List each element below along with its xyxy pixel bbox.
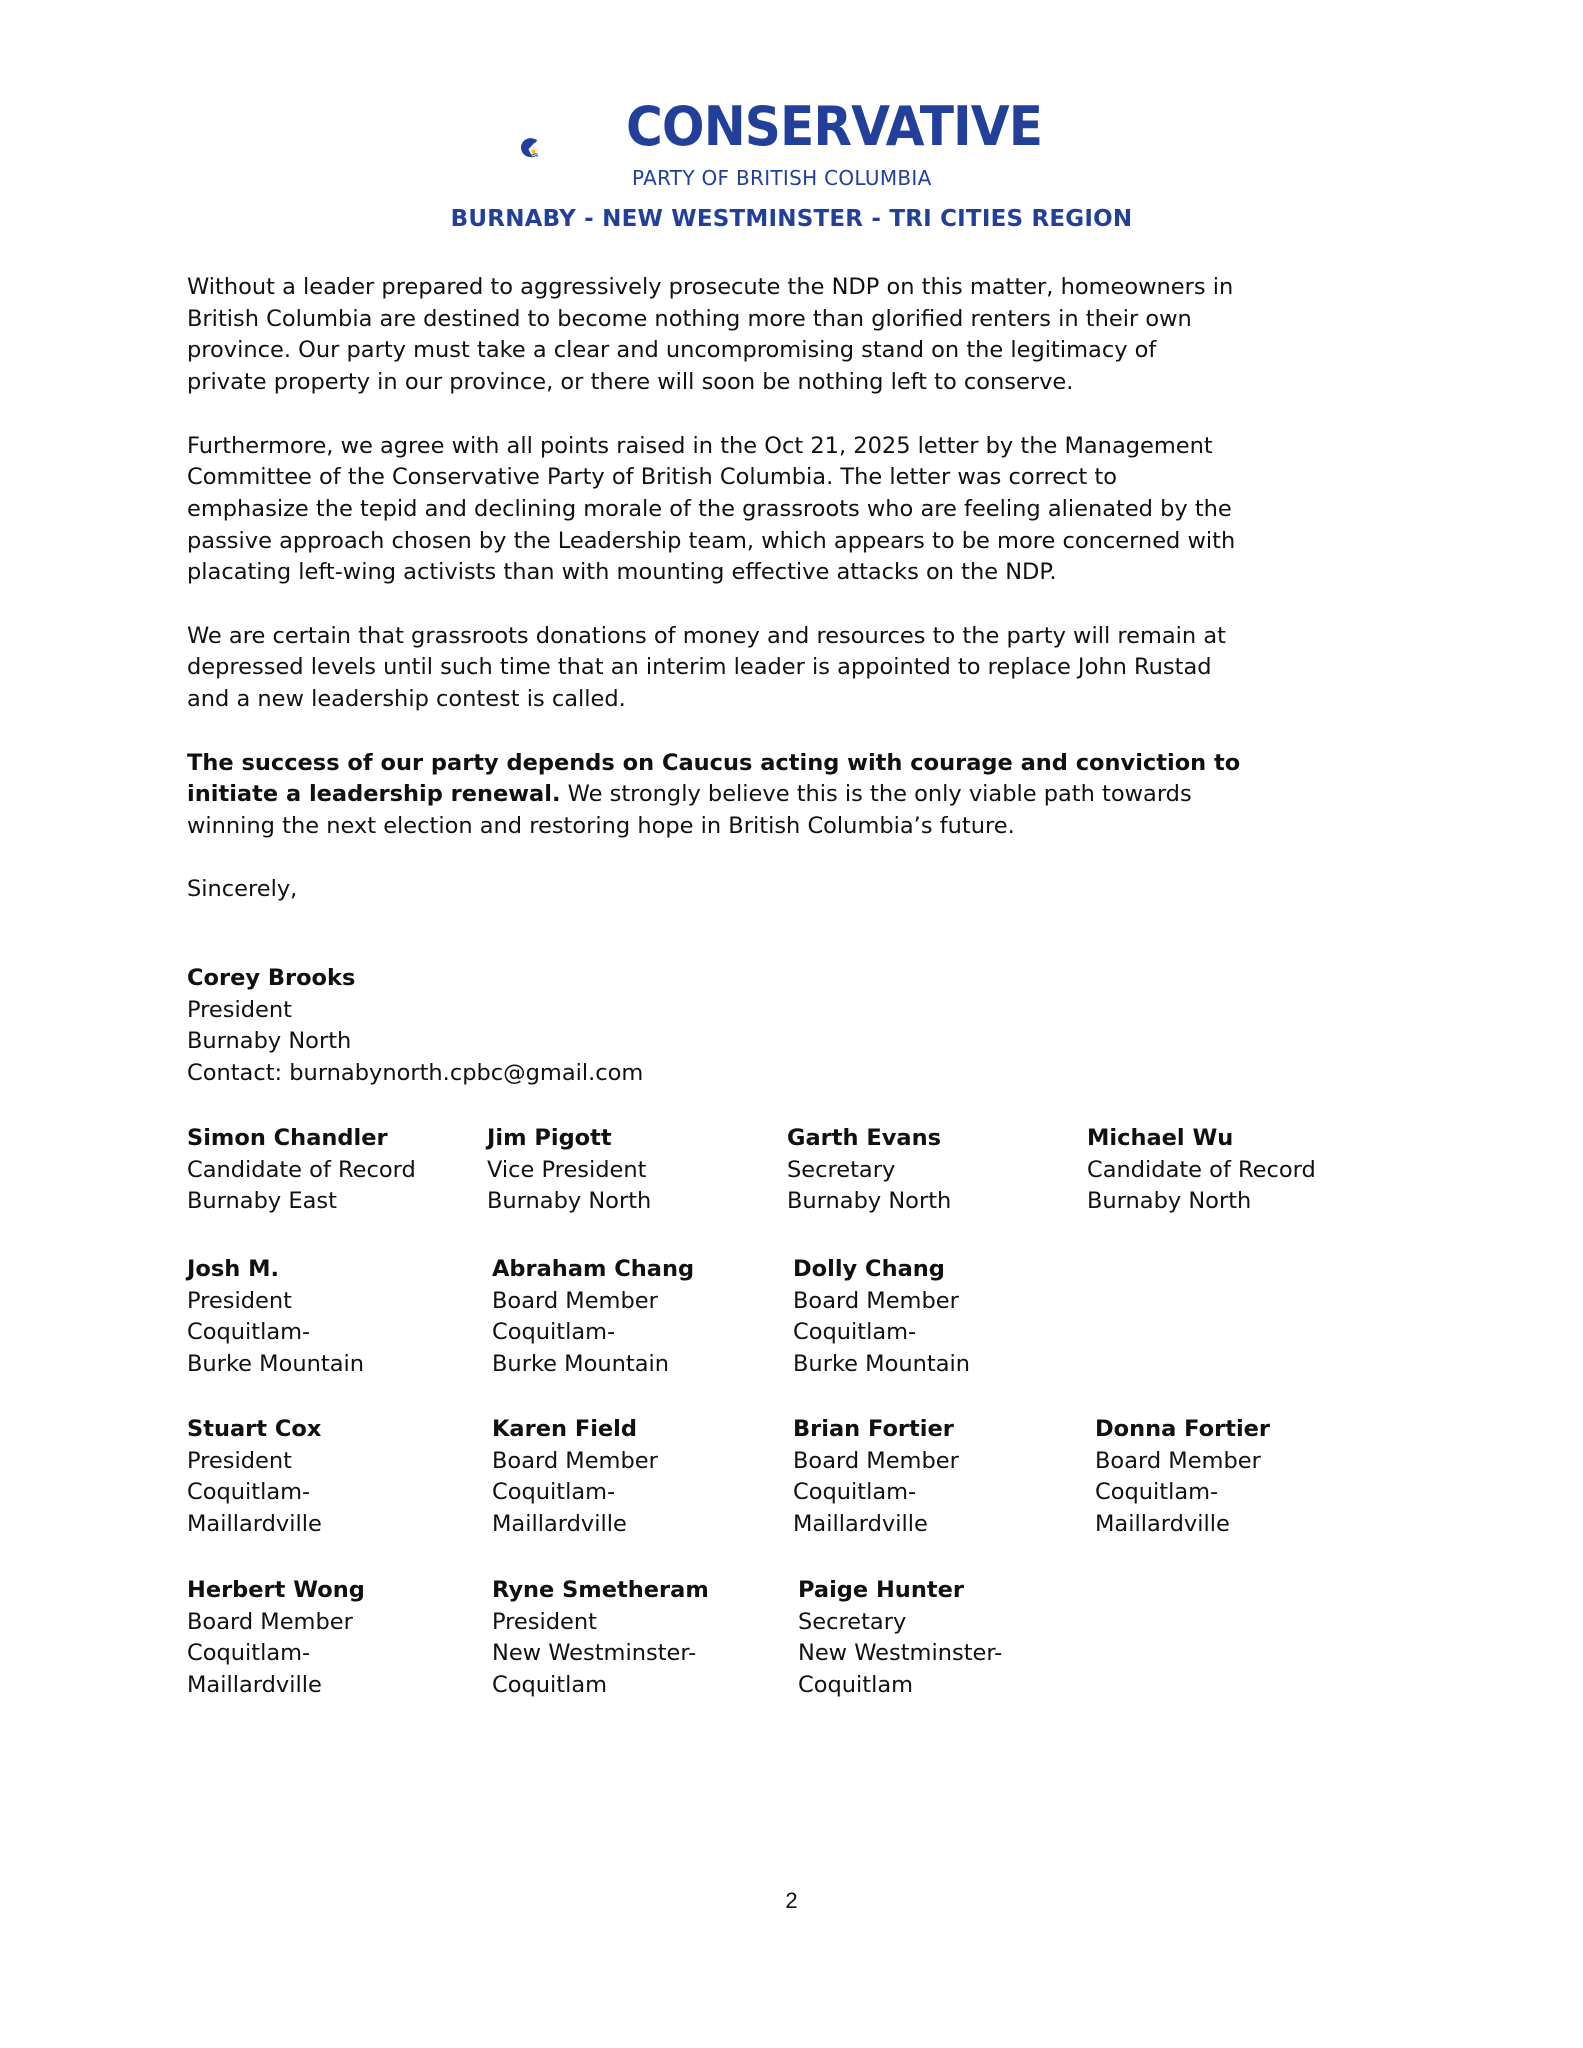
signer-detail: President xyxy=(492,1608,597,1635)
signature-block xyxy=(187,1123,416,1218)
signature-block xyxy=(793,1414,959,1541)
signer-detail: Candidate of Record xyxy=(1087,1156,1316,1183)
paragraph xyxy=(187,431,1240,590)
signer-name: Dolly Chang xyxy=(793,1256,945,1282)
logo-wordmark: CONSERVATIVE xyxy=(626,95,1043,158)
body-text: We strongly believe this is the only viable path towards xyxy=(560,781,1192,808)
signer-name: Herbert Wong xyxy=(187,1577,365,1603)
letter-body xyxy=(187,272,1240,906)
body-text: province. Our party must take a clear and uncompromising stand on the legitimacy of xyxy=(187,337,1157,364)
body-text: passive approach chosen by the Leadership team, which appears to be more concerned with xyxy=(187,527,1236,554)
signer-name: Michael Wu xyxy=(1087,1125,1234,1151)
signer-detail: Secretary xyxy=(787,1156,896,1183)
signer-name: Ryne Smetheram xyxy=(492,1577,709,1603)
signature-block xyxy=(187,1575,365,1702)
signer-detail: Coquitlam- xyxy=(187,1479,311,1506)
signer-detail: Burnaby North xyxy=(787,1188,952,1215)
signature-block xyxy=(187,1414,322,1541)
signer-detail: Coquitlam xyxy=(798,1672,914,1699)
signer-detail: Maillardville xyxy=(187,1511,322,1538)
body-text: British Columbia are destined to become nothing more than glorified renters in their own xyxy=(187,305,1192,332)
region-heading: BURNABY - NEW WESTMINSTER - TRI CITIES REGION xyxy=(450,206,1133,232)
signature-block xyxy=(492,1575,709,1702)
body-text: We are certain that grassroots donations of money and resources to the party will remain at xyxy=(187,622,1226,649)
signer-name: Jim Pigott xyxy=(487,1125,612,1151)
signer-name: Donna Fortier xyxy=(1095,1416,1271,1442)
signer-detail: Candidate of Record xyxy=(187,1156,416,1183)
signer-name: Stuart Cox xyxy=(187,1416,322,1442)
signer-detail: Coquitlam- xyxy=(793,1319,917,1346)
emphasis-text: The success of our party depends on Caucus acting with courage and conviction to xyxy=(187,749,1241,776)
body-text: Furthermore, we agree with all points raised in the Oct 21, 2025 letter by the Management xyxy=(187,432,1213,459)
body-text: private property in our province, or there will soon be nothing left to conserve. xyxy=(187,369,1074,396)
logo-subtitle: PARTY OF BRITISH COLUMBIA xyxy=(632,166,932,190)
signer-detail: Board Member xyxy=(187,1608,353,1635)
body-text: emphasize the tepid and declining morale of the grassroots who are feeling alienated by the xyxy=(187,495,1232,522)
signer-detail: President xyxy=(187,1287,292,1314)
body-text: placating left-wing activists than with mounting effective attacks on the NDP. xyxy=(187,559,1057,586)
signature-block xyxy=(793,1254,970,1381)
signer-detail: Maillardville xyxy=(187,1672,322,1699)
signer-detail: Burnaby North xyxy=(1087,1188,1252,1215)
body-text: Without a leader prepared to aggressively prosecute the NDP on this matter, homeowners in xyxy=(187,274,1234,300)
emphasis-text: initiate a leadership renewal. xyxy=(187,781,561,808)
signer-detail: Coquitlam- xyxy=(1095,1479,1219,1506)
signer-detail: Board Member xyxy=(1095,1447,1261,1474)
closing-paragraph xyxy=(187,748,1240,843)
signature-block xyxy=(1087,1123,1316,1218)
body-text: winning the next election and restoring hope in British Columbia’s future. xyxy=(187,812,1015,839)
signer-detail: Maillardville xyxy=(793,1511,928,1538)
signer-detail: Board Member xyxy=(793,1287,959,1314)
signer-detail: Board Member xyxy=(492,1447,658,1474)
signer-name: Simon Chandler xyxy=(187,1125,388,1151)
signer-detail: Coquitlam xyxy=(492,1672,608,1699)
signer-detail: Maillardville xyxy=(492,1511,627,1538)
signature-block xyxy=(492,1414,658,1541)
signer-detail: Burke Mountain xyxy=(492,1351,669,1378)
paragraph xyxy=(187,621,1240,716)
signer-detail: New Westminster- xyxy=(492,1640,697,1667)
body-text: and a new leadership contest is called. xyxy=(187,686,626,713)
signer-detail: Burnaby East xyxy=(187,1188,337,1215)
body-text: depressed levels until such time that an interim leader is appointed to replace John Rustad xyxy=(187,654,1212,681)
signer-name: Abraham Chang xyxy=(492,1256,695,1282)
body-text: Committee of the Conservative Party of British Columbia. The letter was correct to xyxy=(187,464,1117,491)
signer-detail: Burnaby North xyxy=(487,1188,652,1215)
signer-riding: Burnaby North xyxy=(187,1028,352,1055)
signer-detail: Secretary xyxy=(798,1608,907,1635)
signer-contact: Contact: burnabynorth.cpbc@gmail.com xyxy=(187,1060,644,1087)
signer-detail: Board Member xyxy=(793,1447,959,1474)
signer-name: Garth Evans xyxy=(787,1125,941,1151)
signer-detail: New Westminster- xyxy=(798,1640,1003,1667)
signer-detail: Coquitlam- xyxy=(187,1640,311,1667)
party-logo-mark-icon xyxy=(520,90,630,205)
primary-signature xyxy=(187,963,643,1090)
page-number: 2 xyxy=(785,1888,798,1913)
signature-block xyxy=(798,1575,1002,1702)
signer-name: Corey Brooks xyxy=(187,965,356,991)
signature-block xyxy=(1095,1414,1270,1541)
signature-block xyxy=(492,1254,694,1381)
signature-block xyxy=(187,1254,364,1381)
signer-detail: Coquitlam- xyxy=(492,1479,616,1506)
signer-detail: Coquitlam- xyxy=(793,1479,917,1506)
signoff: Sincerely, xyxy=(187,876,298,903)
signer-name: Paige Hunter xyxy=(798,1577,964,1603)
paragraph xyxy=(187,272,1240,399)
signer-detail: Burke Mountain xyxy=(187,1351,364,1378)
signer-role: President xyxy=(187,996,292,1023)
signature-block xyxy=(487,1123,651,1218)
signature-block xyxy=(787,1123,951,1218)
signer-detail: Coquitlam- xyxy=(492,1319,616,1346)
signer-name: Brian Fortier xyxy=(793,1416,954,1442)
signer-detail: Vice President xyxy=(487,1156,647,1183)
signer-name: Karen Field xyxy=(492,1416,637,1442)
signer-detail: Board Member xyxy=(492,1287,658,1314)
signer-detail: Burke Mountain xyxy=(793,1351,970,1378)
signer-detail: President xyxy=(187,1447,292,1474)
signer-name: Josh M. xyxy=(187,1256,280,1282)
signer-detail: Coquitlam- xyxy=(187,1319,311,1346)
signer-detail: Maillardville xyxy=(1095,1511,1230,1538)
